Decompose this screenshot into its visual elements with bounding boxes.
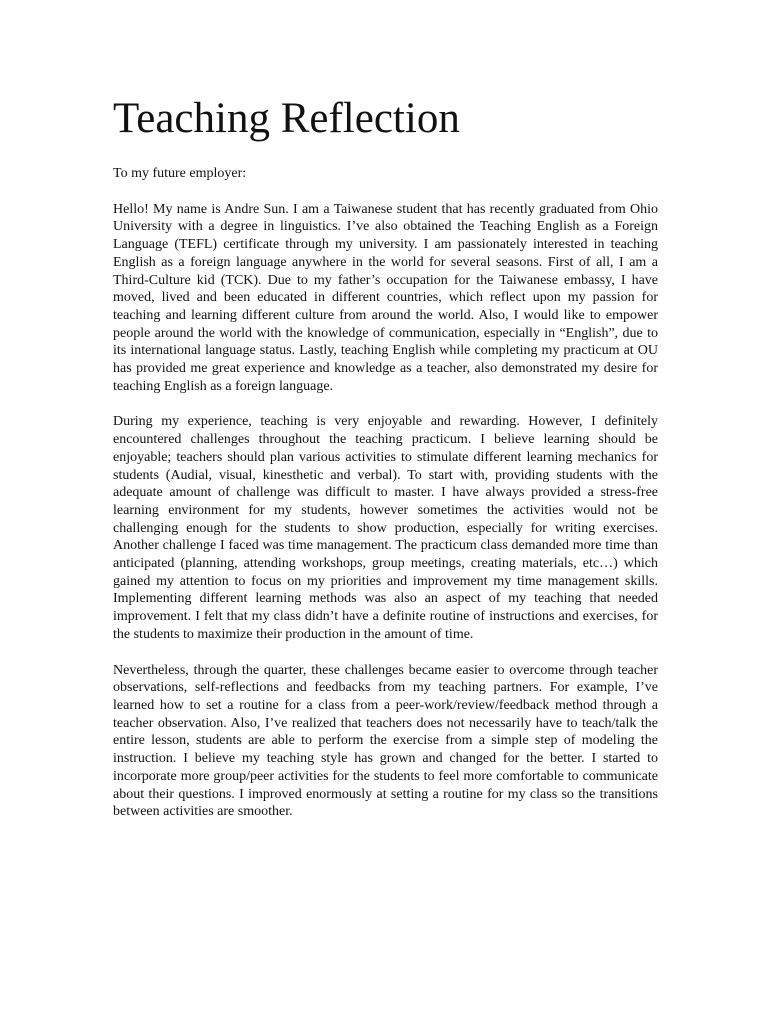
paragraph-challenges: During my experience, teaching is very enjoyable and rewarding. However, I definitely encountered challenges throughout the teaching practicum. I believe learning should be enjoyable; teachers should plan various activities to stimulate different learning mechanics for students (Audial, visual, kinesthetic and verbal). To start with, providing students with the adequate amount of challenge was difficult to master. I have always provided a stress-free learning environment for my students, however sometimes the activities would not be challenging enough for the students to show production, especially for writing exercises. Another challenge I faced was time management. The practicum class demanded more time than anticipated (planning, attending workshops, group meetings, creating materials, etc…) which gained my attention to focus on my priorities and improvement my time management skills. Implementing different learning methods was also an aspect of my teaching that needed improvement. I felt that my class didn’t have a definite routine of instructions and exercises, for the students to maximize their production in the amount of time. <box>113 414 658 642</box>
paragraph-introduction: Hello! My name is Andre Sun. I am a Taiwanese student that has recently graduated from Ohio University with a degree in linguistics. I’ve also obtained the Teaching English as a Foreign Language (TEFL) certificate through my university. I am passionately interested in teaching English as a foreign language anywhere in the world for several seasons. First of all, I am a Third-Culture kid (TCK). Due to my father’s occupation for the Taiwanese embassy, I have moved, lived and been educated in different countries, which reflect upon my passion for teaching and learning different culture from around the world. Also, I would like to empower people around the world with the knowledge of communication, especially in “English”, due to its international language status. Lastly, teaching English while completing my practicum at OU has provided me great experience and knowledge as a teacher, also demonstrated my desire for teaching English as a foreign language. <box>113 201 658 394</box>
salutation: To my future employer: <box>113 166 247 181</box>
document-content <box>113 94 658 821</box>
document-title: Teaching Reflection <box>113 95 460 142</box>
paragraph-growth: Nevertheless, through the quarter, these challenges became easier to overcome through teacher observations, self-reflections and feedbacks from my teaching partners. For example, I’ve learned how to set a routine for a class from a peer-work/review/feedback method through a teacher observation. Also, I’ve realized that teachers does not necessarily have to teach/talk the entire lesson, students are able to perform the exercise from a simple step of modeling the instruction. I believe my teaching style has grown and changed for the better. I started to incorporate more group/peer activities for the students to feel more comfortable to communicate about their questions. I improved enormously at setting a routine for my class so the transitions between activities are smoother. <box>113 662 658 820</box>
